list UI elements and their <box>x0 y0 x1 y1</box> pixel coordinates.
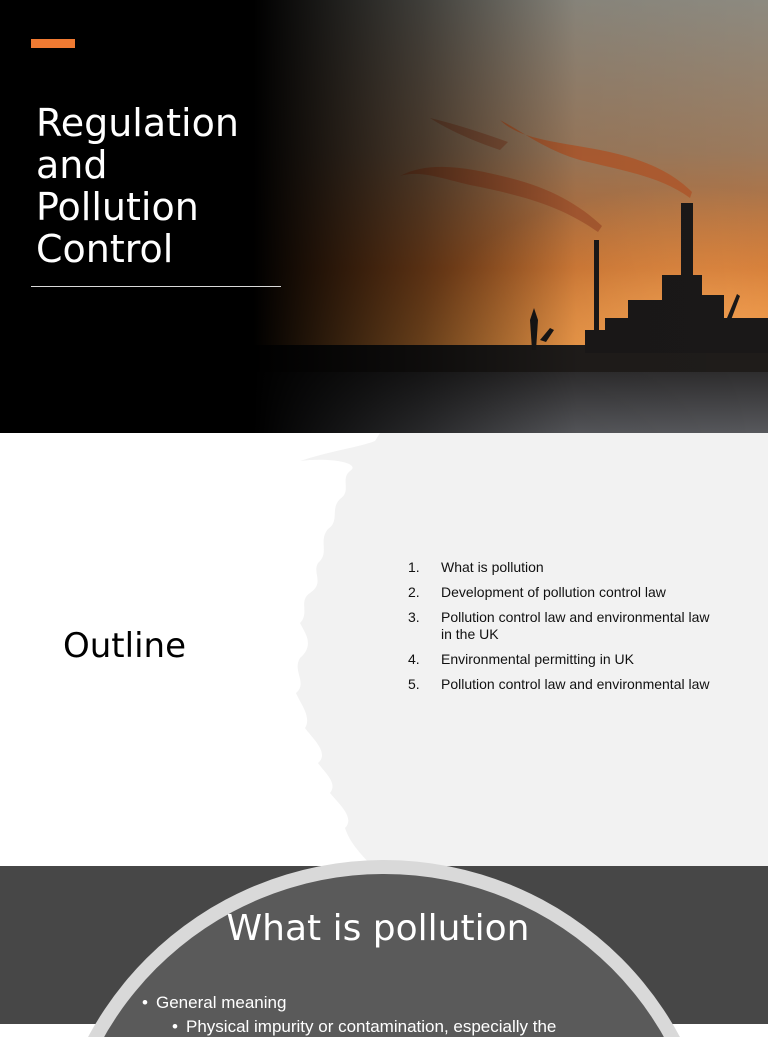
list-text: What is pollution <box>441 559 544 575</box>
list-item <box>408 584 718 601</box>
bullet-list <box>142 992 602 1037</box>
accent-bar <box>31 39 75 48</box>
list-item <box>408 559 718 576</box>
bullet-text: General meaning <box>156 993 287 1012</box>
list-number: 5. <box>408 676 420 692</box>
slide-title: Regulation and Pollution Control <box>36 101 239 271</box>
outline-slide <box>0 433 768 866</box>
list-number: 2. <box>408 584 420 600</box>
bullet-item <box>142 992 602 1013</box>
slide-title: What is pollution <box>226 908 530 949</box>
bullet-dot-icon: • <box>142 993 148 1012</box>
slide-title: Outline <box>63 626 187 666</box>
bullet-item <box>142 1016 602 1037</box>
list-item <box>408 609 718 643</box>
title-divider <box>31 286 281 287</box>
bullet-dot-icon: • <box>172 1017 178 1036</box>
list-number: 1. <box>408 559 420 575</box>
list-number: 4. <box>408 651 420 667</box>
list-item <box>408 651 718 668</box>
list-text: Pollution control law and environmental law <box>441 676 710 692</box>
bullet-text: Physical impurity or contamination, especially the <box>186 1017 557 1036</box>
title-slide <box>0 0 768 433</box>
list-item <box>408 676 718 693</box>
list-text: Development of pollution control law <box>441 584 666 600</box>
list-number: 3. <box>408 609 420 625</box>
list-text: Pollution control law and environmental law in the UK <box>441 609 710 642</box>
list-text: Environmental permitting in UK <box>441 651 634 667</box>
content-slide <box>0 866 768 1036</box>
outline-list <box>408 559 718 701</box>
